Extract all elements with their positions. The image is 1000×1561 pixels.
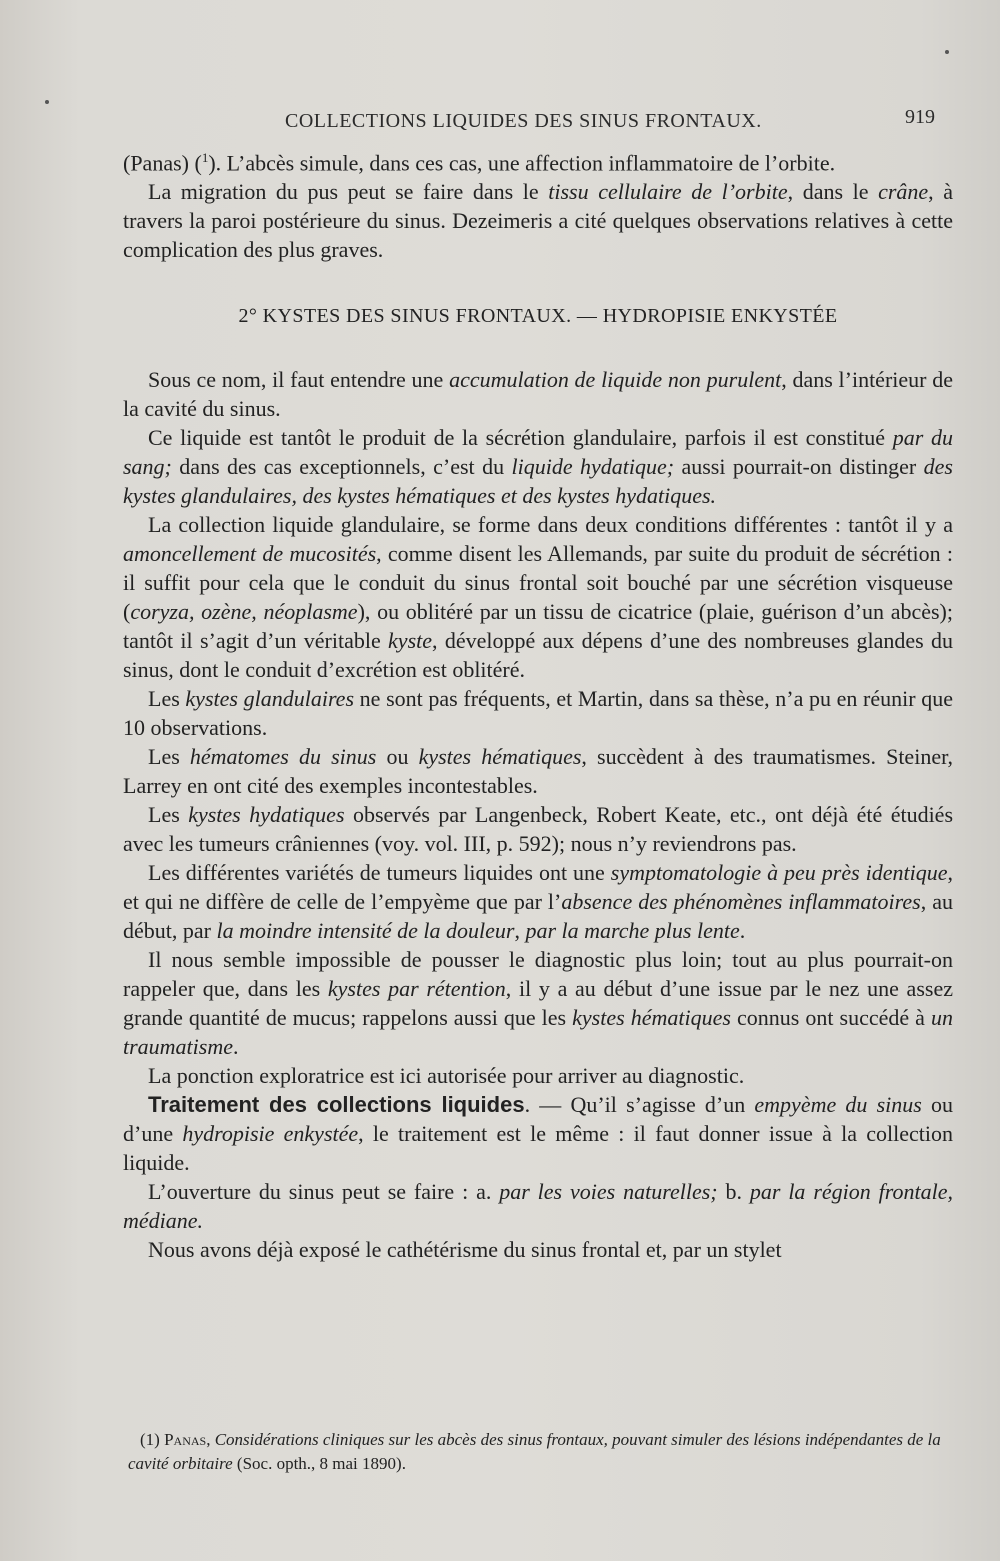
body-text bbox=[123, 143, 953, 1264]
treatment-heading: Traitement des collections liquides bbox=[148, 1092, 525, 1118]
paragraph-5: La collection liquide glandulaire, se forme dans deux conditions différentes : tantôt il y a amoncellement de mucosités, comme disent les Allemands, par suite du produit de sécrétion : il suffit pour cela que le conduit du sinus frontal soit bouché par une sécrétion visqueuse (coryza, ozène, néoplasme), ou oblitéré par un tissu de cicatrice (plaie, guérison d’un abcès); tantôt il s’agit d’un véritable kyste, développé aux dépens d’une des nombreuses glandes du sinus, dont le conduit d’excrétion est oblitéré. bbox=[123, 512, 954, 683]
paragraph-2: La migration du pus peut se faire dans le tissu cellulaire de l’orbite, dans le crâne, à travers la paroi postérieure du sinus. Dezeimeris a cité quelques observations relatives à cette complication des plus graves. bbox=[123, 179, 954, 263]
paragraph-4: Ce liquide est tantôt le produit de la sécrétion glandulaire, parfois il est constitué par du sang; dans des cas exceptionnels, c’est du liquide hydatique; aussi pourrait-on distinger des kystes glandulaires, des kystes hématiques et des kystes hydatiques. bbox=[123, 425, 953, 509]
footnote-title: Considérations cliniques sur les abcès des sinus frontaux, pouvant simuler des lésions indépendantes de la cavité orbitaire bbox=[128, 1430, 941, 1473]
footnote-ref[interactable]: 1 bbox=[201, 150, 209, 165]
paragraph-treatment: Traitement des collections liquides. — Qu’il s’agisse d’un empyème du sinus ou d’une hydropisie enkystée, le traitement est le même : il faut donner issue à la collection liquide. bbox=[123, 1092, 954, 1176]
margin-dot bbox=[945, 50, 949, 54]
paragraph-9: Les différentes variétés de tumeurs liquides ont une symptomatologie à peu près identique, et qui ne diffère de celle de l’empyème que par l’absence des phénomènes inflammatoires, au début, par la moindre intensité de la douleur, par la marche plus lente. bbox=[123, 860, 953, 944]
footnote-author: Panas bbox=[164, 1430, 207, 1449]
paragraph-7: Les hématomes du sinus ou kystes hématiques, succèdent à des traumatismes. Steiner, Larrey en ont cité des exemples incontestables. bbox=[123, 744, 954, 799]
section-title: 2° KYSTES DES SINUS FRONTAUX. — HYDROPISIE ENKYSTÉE bbox=[238, 305, 838, 328]
paragraph-1: (Panas) ($^1$). L’abcès simule, dans ces cas, une affection inflammatoire de l’orbite. bbox=[123, 150, 836, 176]
paragraph-10: Il nous semble impossible de pousser le diagnostic plus loin; tout au plus pourrait-on rappeler que, dans les kystes par rétention, il y a au début d’une issue par le nez une assez grande quantité de mucus; rappelons aussi que les kystes hématiques connus ont succédé à un traumatisme. bbox=[123, 947, 953, 1060]
paragraph-8: Les kystes hydatiques observés par Langenbeck, Robert Keate, etc., ont déjà été étudiés avec les tumeurs crâniennes (voy. vol. III, p. 592); nous n’y reviendrons pas. bbox=[123, 802, 954, 857]
footnote-marker: (1) bbox=[140, 1430, 165, 1449]
paragraph-3: Sous ce nom, il faut entendre une accumulation de liquide non purulent, dans l’intérieur de la cavité du sinus. bbox=[123, 367, 953, 422]
paragraph-11: La ponction exploratrice est ici autorisée pour arriver au diagnostic. bbox=[148, 1063, 745, 1089]
margin-dot bbox=[45, 100, 49, 104]
paragraph-12: L’ouverture du sinus peut se faire : a. par les voies naturelles; b. par la région frontale, médiane. bbox=[123, 1179, 953, 1234]
paragraph-13: Nous avons déjà exposé le cathétérisme du sinus frontal et, par un stylet bbox=[148, 1237, 782, 1263]
running-title: COLLECTIONS LIQUIDES DES SINUS FRONTAUX. bbox=[285, 110, 762, 132]
page-number: 919 bbox=[905, 106, 935, 128]
footnote: (1) Panas, Considérations cliniques sur les abcès des sinus frontaux, pouvant simuler des lésions indépendantes de la cavité orbitaire (Soc. opth., 8 mai 1890). bbox=[128, 1430, 941, 1473]
paragraph-6: Les kystes glandulaires ne sont pas fréquents, et Martin, dans sa thèse, n’a pu en réunir que 10 observations. bbox=[123, 686, 953, 741]
page-header bbox=[0, 104, 1000, 134]
